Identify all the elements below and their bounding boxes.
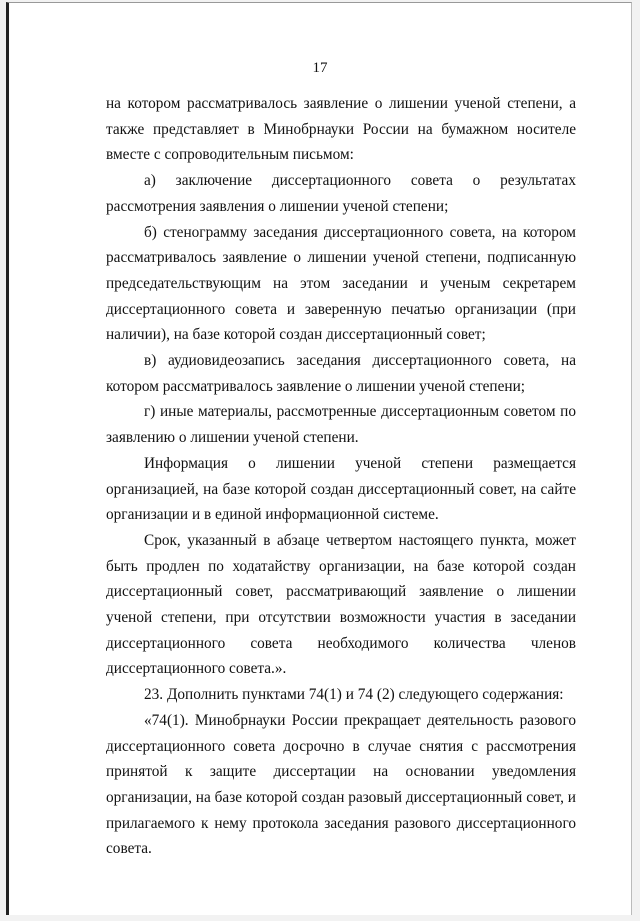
- paragraph-continuation: на котором рассматривалось заявление о лишении ученой степени, а также представляет в Минобрнауки России на бумажном носителе вместе с сопроводительным письмом:: [106, 95, 576, 164]
- list-item-b: б) стенограмму заседания диссертационного совета, на котором рассматривалось заявление о лишении ученой степени, подписанную председательствующим на этом заседании и ученым секретарем диссертационного совета и заверенную печатью организации (при наличии), на базе которой создан диссертационный совет;: [106, 223, 576, 344]
- paragraph-info: Информация о лишении ученой степени размещается организацией, на базе которой создан диссертационный совет, на сайте организации и в единой информационной системе.: [106, 454, 576, 524]
- paragraph-item-23: 23. Дополнить пунктами 74(1) и 74 (2) следующего содержания:: [144, 686, 564, 704]
- page-number: 17: [312, 60, 328, 76]
- list-item-a: а) заключение диссертационного совета о результатах рассмотрения заявления о лишении ученой степени;: [106, 172, 576, 215]
- document-page: [6, 2, 632, 915]
- list-item-d: г) иные материалы, рассмотренные диссертационным советом по заявлению о лишении ученой степени.: [106, 403, 576, 447]
- paragraph-term: Срок, указанный в абзаце четвертом настоящего пункта, может быть продлен по ходатайству организации, на базе которой создан диссертационный совет, рассматривающий заявление о лишении ученой степени, при отсутствии возможности участия в заседании диссертационного совета необходимого количества членов диссертационного совета.».: [106, 531, 576, 678]
- paragraph-item-74-1: «74(1). Минобрнауки России прекращает деятельность разового диссертационного совета досрочно в случае снятия с рассмотрения принятой к защите диссертации на основании уведомления организации, на базе которой создан разовый диссертационный совет, и прилагаемого к нему протокола заседания разового диссертационного совета.: [106, 711, 576, 858]
- document-body: [106, 91, 576, 862]
- list-item-c: в) аудиовидеозапись заседания диссертационного совета, на котором рассматривалось заявление о лишении ученой степени;: [106, 352, 576, 395]
